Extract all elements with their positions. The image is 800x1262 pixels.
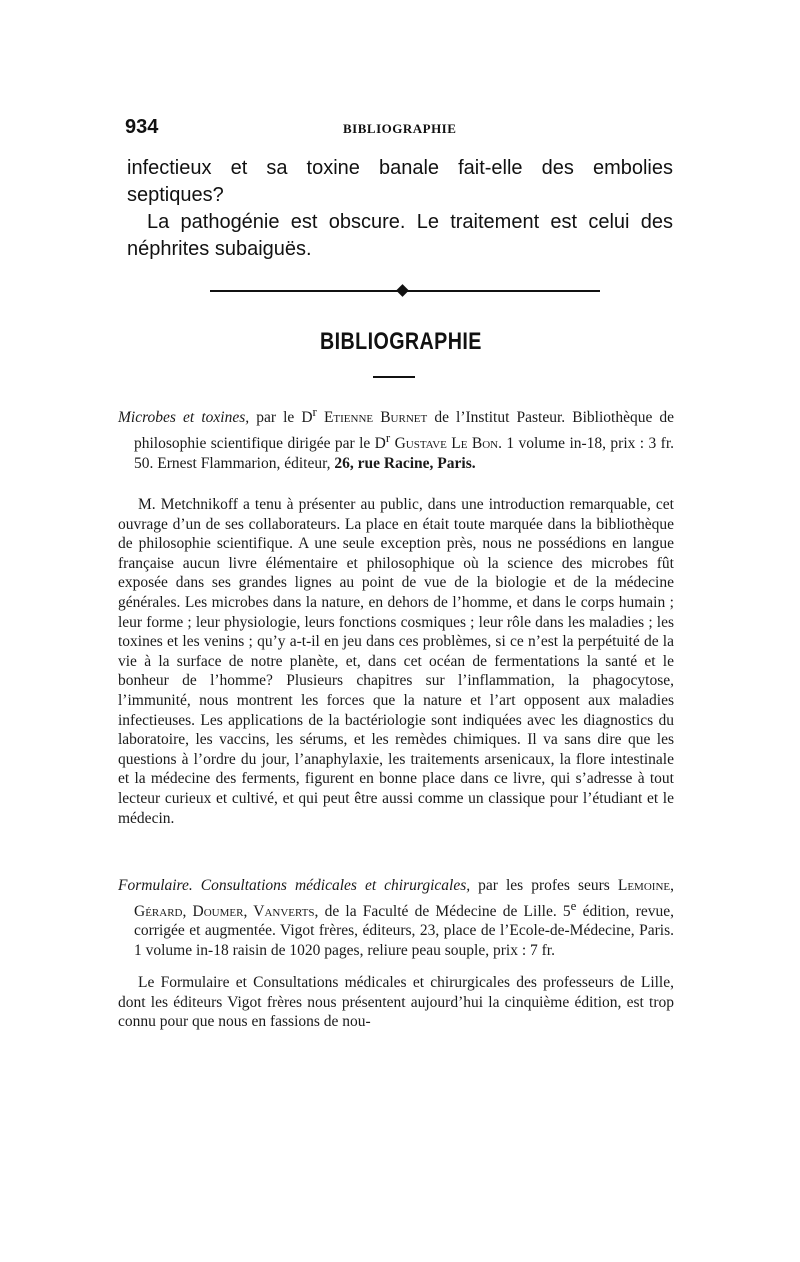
citation-director: Gustave Le Bon [394,434,499,452]
lead-paragraph-1: infectieux et sa toxine banale fait-elle des embolies septiques? [127,157,673,206]
ornamental-rule [210,285,600,297]
review-2 [118,973,674,1032]
citation-authors: Lemoine, Gérard, Doumer, Vanverts, [134,877,674,920]
review-paragraph-1: M. Metchnikoff a tenu à présenter au public, dans une introduction remarquable, cet ouvrage d’un de ses collaborateurs. La place en était toute marquée dans la bibliothèque de philosophie scientifique. A une seule exception près, nous ne possédions en langue française aucun livre élémentaire et philosophique où la science des microbes fût exposée dans ses grandes lignes au point de vue de la biologie et de la médecine générales. Les microbes dans la nature, en dehors de l’homme, et dans le corps humain ; leur forme ; leur physiologie, leurs fonctions cosmiques ; leur rôle dans les maladies ; les toxines et les venins ; qu’y a-t-il en jeu dans ces problèmes, si ce n’est la perpétuité de la vie à la surface de notre planète, et, dans cet océan de fermentations la santé et le bonheur de l’homme? Plusieurs chapitres sur l’inflammation, la phagocytose, l’immunité, nous montrent les forces que la nature et l’art opposent aux maladies infectieuses. Les applications de la bactériologie sont indiquées avec les diagnostics du laboratoire, les vaccins, les sérums, et les remèdes chimiques. Il va sans dire que les questions à l’ordre du jour, l’anaphylaxie, les traitements arsenicaux, la flore intestinale et la médecine des ferments, figurent en bonne place dans ce livre, qui s’adresse à tout lecteur curieux et cultivé, et qui peut être aussi comme un classique pour l’étudiant et le médecin. [118,496,674,827]
diamond-ornament-icon [396,284,409,297]
continued-text [127,155,673,263]
page-number: 934 [125,116,159,138]
citation-series-sup: r [385,429,391,445]
citation-details-2: édition, revue, corrigée et augmentée. Vigot frères, éditeurs, 23, place de l’Ecole-de-Médecine, Paris. 1 volume in-18 raisin de 1020 pages, reliure peau souple, prix : 7 fr. [134,902,675,959]
citation-address: 26, rue Racine, Paris. [334,454,476,472]
citation-title: Microbes et toxines, [118,409,250,427]
citation-details: . 1 volume in-18, prix : 3 fr. 50. Ernest Flammarion, éditeur, [134,434,675,472]
citation-details: de la Faculté de Médecine de Lille. 5 [324,902,571,920]
citation-2 [118,876,674,961]
review-paragraph-2: Le Formulaire et Consultations médicales et chirurgicales des professeurs de Lille, dont les éditeurs Vigot frères nous présentent aujourd’hui la cinquième édition, est trop connu pour que nous en fassions de nou- [118,974,674,1031]
citation-series: Bibliothèque de philosophie scientifique dirigée par le D [134,409,675,452]
citation-1 [118,402,674,473]
bibliographic-entry-1 [118,402,674,473]
lead-paragraph-2: La pathogénie est obscure. Le traitement est celui des néphrites subaiguës. [127,211,673,260]
citation-institution: de l’Institut Pasteur. [434,409,566,427]
running-header [125,116,673,140]
section-title: BIBLIOGRAPHIE [320,328,482,355]
citation-author: Etienne Burnet [323,409,428,427]
section-divider [373,376,415,378]
citation-by-sup: r [312,404,317,419]
bibliographic-entry-2 [118,876,674,961]
review-1 [118,495,674,828]
citation-by: par le D [256,409,313,427]
citation-title: Formulaire. Consultations médicales et chirurgicales, [118,877,471,894]
citation-edition-sup: e [570,897,577,913]
running-title: BIBLIOGRAPHIE [343,121,457,136]
citation-by: par les profes seurs [478,877,610,894]
